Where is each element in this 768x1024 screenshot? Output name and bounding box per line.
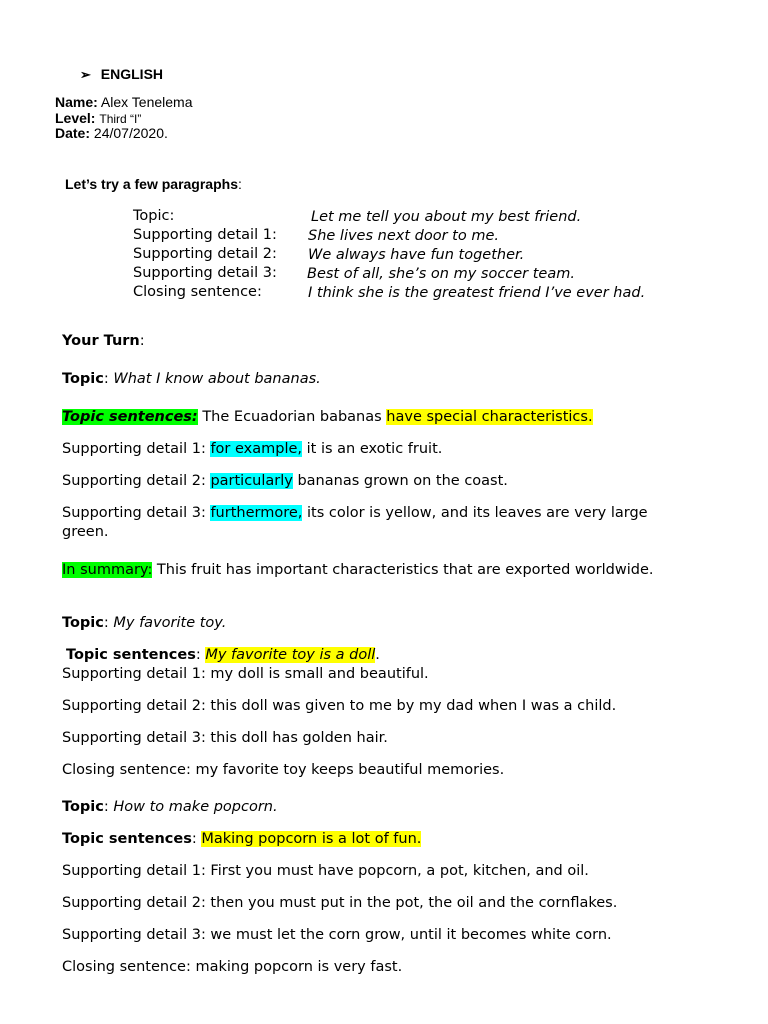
popcorn-closing: Closing sentence: making popcorn is very fast. <box>62 959 403 975</box>
bananas-detail-2: Supporting detail 2: particularly bananas grown on the coast. <box>62 473 508 489</box>
subject-heading <box>80 66 163 83</box>
bananas-summary: In summary: This fruit has important characteristics that are exported worldwide. <box>62 562 654 578</box>
toy-topic-sentence: Topic sentences: My favorite toy is a doll. <box>66 647 380 663</box>
bananas-detail-3: Supporting detail 3: furthermore, its color is yellow, and its leaves are very large <box>62 505 648 521</box>
date-value: 24/07/2020. <box>93 125 168 141</box>
level-line <box>55 110 141 126</box>
bananas-detail-3-cont: green. <box>62 524 109 540</box>
popcorn-topic-sentence: Topic sentences: Making popcorn is a lot of fun. <box>62 831 422 847</box>
bananas-topic-sentence: Topic sentences: The Ecuadorian babanas have special characteristics. <box>62 409 593 425</box>
intro-row-text: I think she is the greatest friend I’ve ever had. <box>308 285 646 301</box>
popcorn-detail-2: Supporting detail 2: then you must put in the pot, the oil and the cornflakes. <box>62 895 618 911</box>
intro-row-label: Supporting detail 2: <box>133 246 277 262</box>
toy-detail-3: Supporting detail 3: this doll has golden hair. <box>62 730 388 746</box>
popcorn-detail-3: Supporting detail 3: we must let the corn grow, until it becomes white corn. <box>62 927 612 943</box>
intro-row-label: Supporting detail 1: <box>133 227 277 243</box>
toy-detail-2: Supporting detail 2: this doll was given to me by my dad when I was a child. <box>62 698 617 714</box>
intro-row-text: Best of all, she’s on my soccer team. <box>307 266 575 282</box>
name-line <box>55 94 193 110</box>
intro-heading: Let’s try a few paragraphs: <box>65 176 242 192</box>
date-line <box>55 125 168 141</box>
intro-row-label: Topic: <box>133 208 175 224</box>
level-label: Level: <box>55 110 96 126</box>
connector-highlight: furthermore, <box>210 505 303 521</box>
topic-sentences-label: Topic sentences: <box>62 409 198 425</box>
highlighted-text: My favorite toy is a doll <box>205 647 376 663</box>
intro-row-text: Let me tell you about my best friend. <box>311 209 582 225</box>
connector-highlight: particularly <box>210 473 293 489</box>
arrow-bullet-icon: ➢ <box>80 67 91 82</box>
connector-highlight: for example, <box>210 441 303 457</box>
intro-row-text: We always have fun together. <box>308 247 525 263</box>
intro-row-text: She lives next door to me. <box>308 228 499 244</box>
date-label: Date: <box>55 125 91 141</box>
toy-closing: Closing sentence: my favorite toy keeps beautiful memories. <box>62 762 505 778</box>
popcorn-topic: Topic: How to make popcorn. <box>62 799 278 815</box>
name-value: Alex Tenelema <box>100 94 193 110</box>
bananas-detail-1: Supporting detail 1: for example, it is an exotic fruit. <box>62 441 443 457</box>
intro-row-label: Supporting detail 3: <box>133 265 277 281</box>
toy-topic: Topic: My favorite toy. <box>62 615 227 631</box>
name-label: Name: <box>55 94 98 110</box>
highlighted-text: have special characteristics. <box>386 409 593 425</box>
your-turn-heading: Your Turn: <box>62 333 145 349</box>
toy-detail-1: Supporting detail 1: my doll is small and beautiful. <box>62 666 429 682</box>
popcorn-detail-1: Supporting detail 1: First you must have popcorn, a pot, kitchen, and oil. <box>62 863 589 879</box>
level-value: Third “I” <box>99 112 142 126</box>
intro-row-label: Closing sentence: <box>133 284 262 300</box>
bananas-topic: Topic: What I know about bananas. <box>62 371 321 387</box>
subject-title: ENGLISH <box>100 66 164 82</box>
highlighted-text: Making popcorn is a lot of fun. <box>201 831 422 847</box>
summary-label: In summary: <box>62 562 153 578</box>
